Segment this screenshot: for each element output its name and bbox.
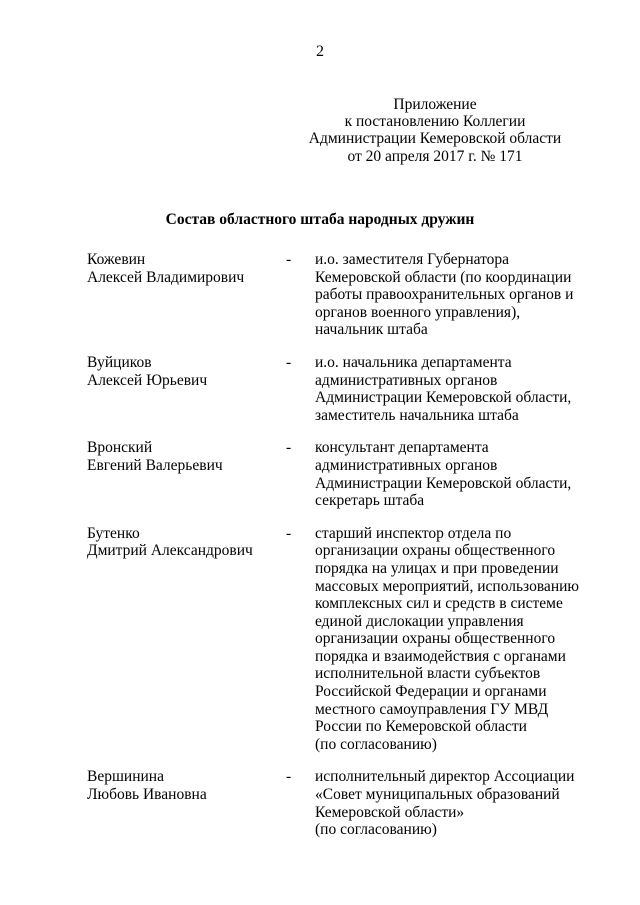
position-line: исполнительной власти субъектов: [315, 665, 541, 683]
position-line: Администрации Кемеровской области,: [315, 474, 572, 492]
position-line: Администрации Кемеровской области,: [315, 389, 572, 407]
position-line: административных органов: [315, 456, 498, 474]
position-line: старший инспектор отдела по: [315, 524, 512, 542]
page-number: 2: [316, 43, 324, 60]
member-surname: Вуйциков: [87, 353, 152, 371]
position-line: «Совет муниципальных образований: [315, 786, 560, 804]
position-line: административных органов: [315, 371, 498, 389]
position-line: России по Кемеровской области: [315, 718, 527, 736]
position-line: Кемеровской области»: [315, 803, 465, 821]
appendix-block: [300, 96, 570, 165]
position-line: начальник штаба: [315, 321, 428, 339]
member-separator: -: [286, 524, 292, 542]
member-separator: -: [286, 353, 292, 371]
appendix-line: к постановлению Коллегии: [344, 113, 526, 131]
position-line: единой дислокации управления: [315, 612, 524, 630]
member-entry: [87, 525, 587, 754]
appendix-line: от 20 апреля 2017 г. № 171: [347, 147, 523, 165]
appendix-line: Приложение: [393, 96, 477, 113]
member-name: [87, 768, 287, 803]
member-given-names: Алексей Юрьевич: [87, 371, 208, 389]
member-given-names: Любовь Ивановна: [87, 786, 207, 804]
position-line: (по согласованию): [315, 821, 437, 839]
position-line: консультант департамента: [315, 439, 489, 457]
position-line: местного самоуправления ГУ МВД: [315, 700, 549, 718]
appendix-line: Администрации Кемеровской области: [308, 130, 562, 148]
member-entry: [87, 768, 587, 838]
position-line: порядка и взаимодействия с органами: [315, 647, 566, 665]
position-line: и.о. заместителя Губернатора: [315, 251, 510, 268]
position-line: работы правоохранительных органов и: [315, 286, 574, 304]
position-line: Кемеровской области (по координации: [315, 268, 572, 286]
position-line: (по согласованию): [315, 735, 437, 753]
members-list: [87, 251, 587, 839]
position-line: организации охраны общественного: [315, 630, 556, 648]
member-separator: -: [286, 439, 292, 457]
member-entry: [87, 354, 587, 424]
position-line: организации охраны общественного: [315, 542, 556, 560]
position-line: секретарь штаба: [315, 492, 425, 510]
member-position: [315, 354, 587, 424]
position-line: и.о. начальника департамента: [315, 353, 512, 371]
position-line: органов военного управления),: [315, 303, 521, 321]
position-line: порядка на улицах и при проведении: [315, 559, 559, 577]
member-surname: Вронский: [87, 439, 153, 457]
member-given-names: Евгений Валерьевич: [87, 456, 223, 474]
member-surname: Вершинина: [87, 768, 164, 786]
member-surname: Бутенко: [87, 524, 140, 542]
member-separator: -: [286, 251, 292, 268]
document-title: Состав областного штаба народных дружин: [165, 211, 475, 228]
member-position: [315, 439, 587, 509]
member-name: [87, 354, 287, 389]
member-surname: Кожевин: [87, 251, 146, 268]
member-name: [87, 525, 287, 560]
member-given-names: Алексей Владимирович: [87, 268, 245, 286]
position-line: комплексных сил и средств в системе: [315, 595, 563, 613]
member-position: [315, 525, 587, 754]
position-line: массовых мероприятий, использованию: [315, 577, 579, 595]
position-line: Российской Федерации и органами: [315, 683, 547, 701]
member-given-names: Дмитрий Александрович: [87, 542, 253, 560]
member-entry: [87, 251, 587, 339]
member-position: [315, 768, 587, 838]
member-position: [315, 251, 587, 339]
position-line: заместитель начальника штаба: [315, 406, 519, 424]
member-separator: -: [286, 768, 292, 786]
member-name: [87, 251, 287, 286]
position-line: исполнительный директор Ассоциации: [315, 768, 575, 786]
member-entry: [87, 439, 587, 509]
member-name: [87, 439, 287, 474]
